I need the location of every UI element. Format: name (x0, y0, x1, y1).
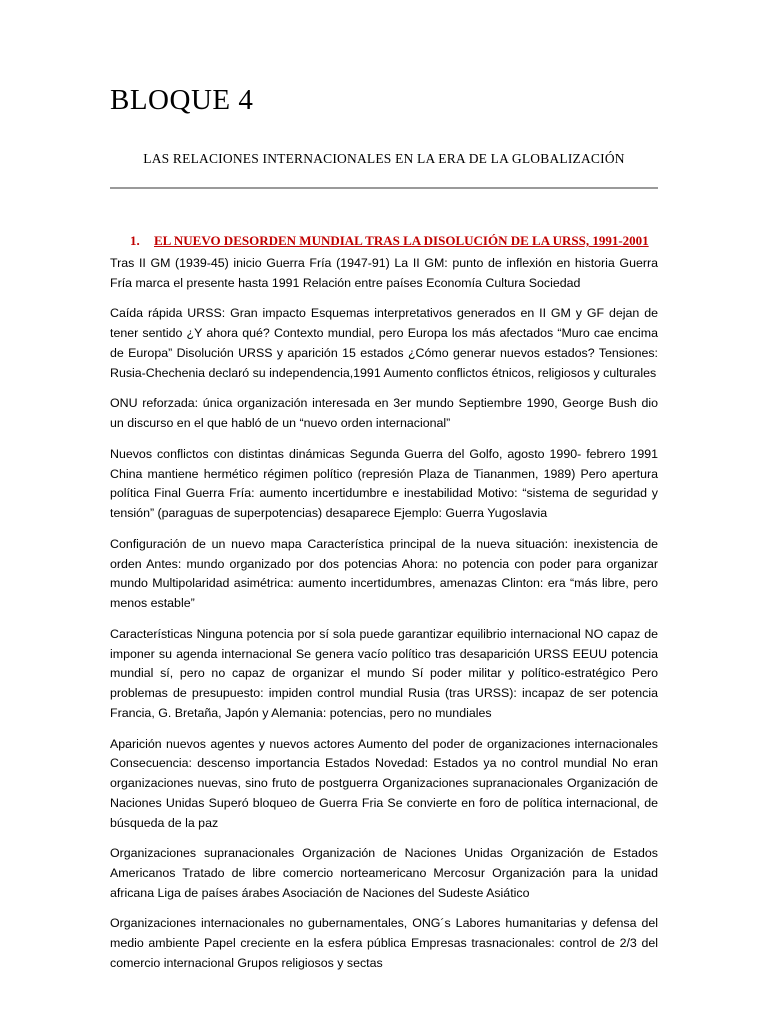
paragraph: Tras II GM (1939-45) inicio Guerra Fría (1947-91) La II GM: punto de inflexión en historia Guerra Fría marca el presente hasta 1991 Relación entre países Economía Cultura Sociedad (110, 256, 658, 290)
document-title: BLOQUE 4 (110, 84, 254, 116)
horizontal-divider (110, 187, 658, 189)
section-heading (130, 233, 649, 249)
paragraph: Nuevos conflictos con distintas dinámicas Segunda Guerra del Golfo, agosto 1990- febrero 1991 China mantiene hermético régimen político (represión Plaza de Tiananmen, 1989) Pero apertura política Final Guerra Fría: aumento incertidumbre e inestabilidad Motivo: “sistema de seguridad y tensión” (paraguas de superpotencias) desaparece Ejemplo: Guerra Yugoslavia (110, 446, 658, 521)
paragraph: Organizaciones supranacionales Organización de Naciones Unidas Organización de Estados Americanos Tratado de libre comercio norteamericano Mercosur Organización para la unidad africana Liga de países árabes Asociación de Naciones del Sudeste Asiático (110, 846, 658, 900)
paragraph: ONU reforzada: única organización interesada en 3er mundo Septiembre 1990, George Bush dio un discurso en el que habló de un “nuevo orden internacional” (110, 396, 658, 431)
section-heading-text: EL NUEVO DESORDEN MUNDIAL TRAS LA DISOLUCIÓN DE LA URSS, 1991-2001 (154, 233, 649, 248)
document-subtitle: LAS RELACIONES INTERNACIONALES EN LA ERA DE LA GLOBALIZACIÓN (143, 151, 625, 166)
paragraph: Aparición nuevos agentes y nuevos actores Aumento del poder de organizaciones internacionales Consecuencia: descenso importancia Estados Novedad: Estados ya no control mundial No eran organizaciones nuevas, sino fruto de postguerra Organizaciones supranacionales Organización de Naciones Unidas Superó bloqueo de Guerra Fria Se convierte en foro de política internacional, de búsqueda de la paz (110, 736, 658, 830)
paragraph: Organizaciones internacionales no gubernamentales, ONG´s Labores humanitarias y defensa del medio ambiente Papel creciente en la esfera pública Empresas trasnacionales: control de 2/3 del comercio internacional Grupos religiosos y sectas (110, 916, 658, 971)
document-body (110, 254, 658, 985)
paragraph: Caída rápida URSS: Gran impacto Esquemas interpretativos generados en II GM y GF dejan de tener sentido ¿Y ahora qué? Contexto mundial, pero Europa los más afectados “Muro cae encima de Europa” Disolución URSS y aparición 15 estados ¿Cómo generar nuevos estados? Tensiones: Rusia-Chechenia declaró su independencia,1991 Aumento conflictos étnicos, religiosos y culturales (110, 306, 658, 380)
paragraph: Configuración de un nuevo mapa Característica principal de la nueva situación: inexistencia de orden Antes: mundo organizado por dos potencias Ahora: no potencia con poder para organizar mundo Multipolaridad asimétrica: aumento incertidumbres, amenazas Clinton: era “más libre, pero menos estable” (110, 536, 658, 611)
section-number: 1. (130, 233, 140, 248)
paragraph: Características Ninguna potencia por sí sola puede garantizar equilibrio internacional NO capaz de imponer su agenda internacional Se genera vacío político tras desaparición URSS EEUU potencia mundial sí, pero no capaz de organizar el mundo Sí poder militar y político-estratégico Pero problemas de presupuesto: impiden control mundial Rusia (tras URSS): incapaz de ser potencia Francia, G. Bretaña, Japón y Alemania: potencias, pero no mundiales (110, 626, 658, 720)
